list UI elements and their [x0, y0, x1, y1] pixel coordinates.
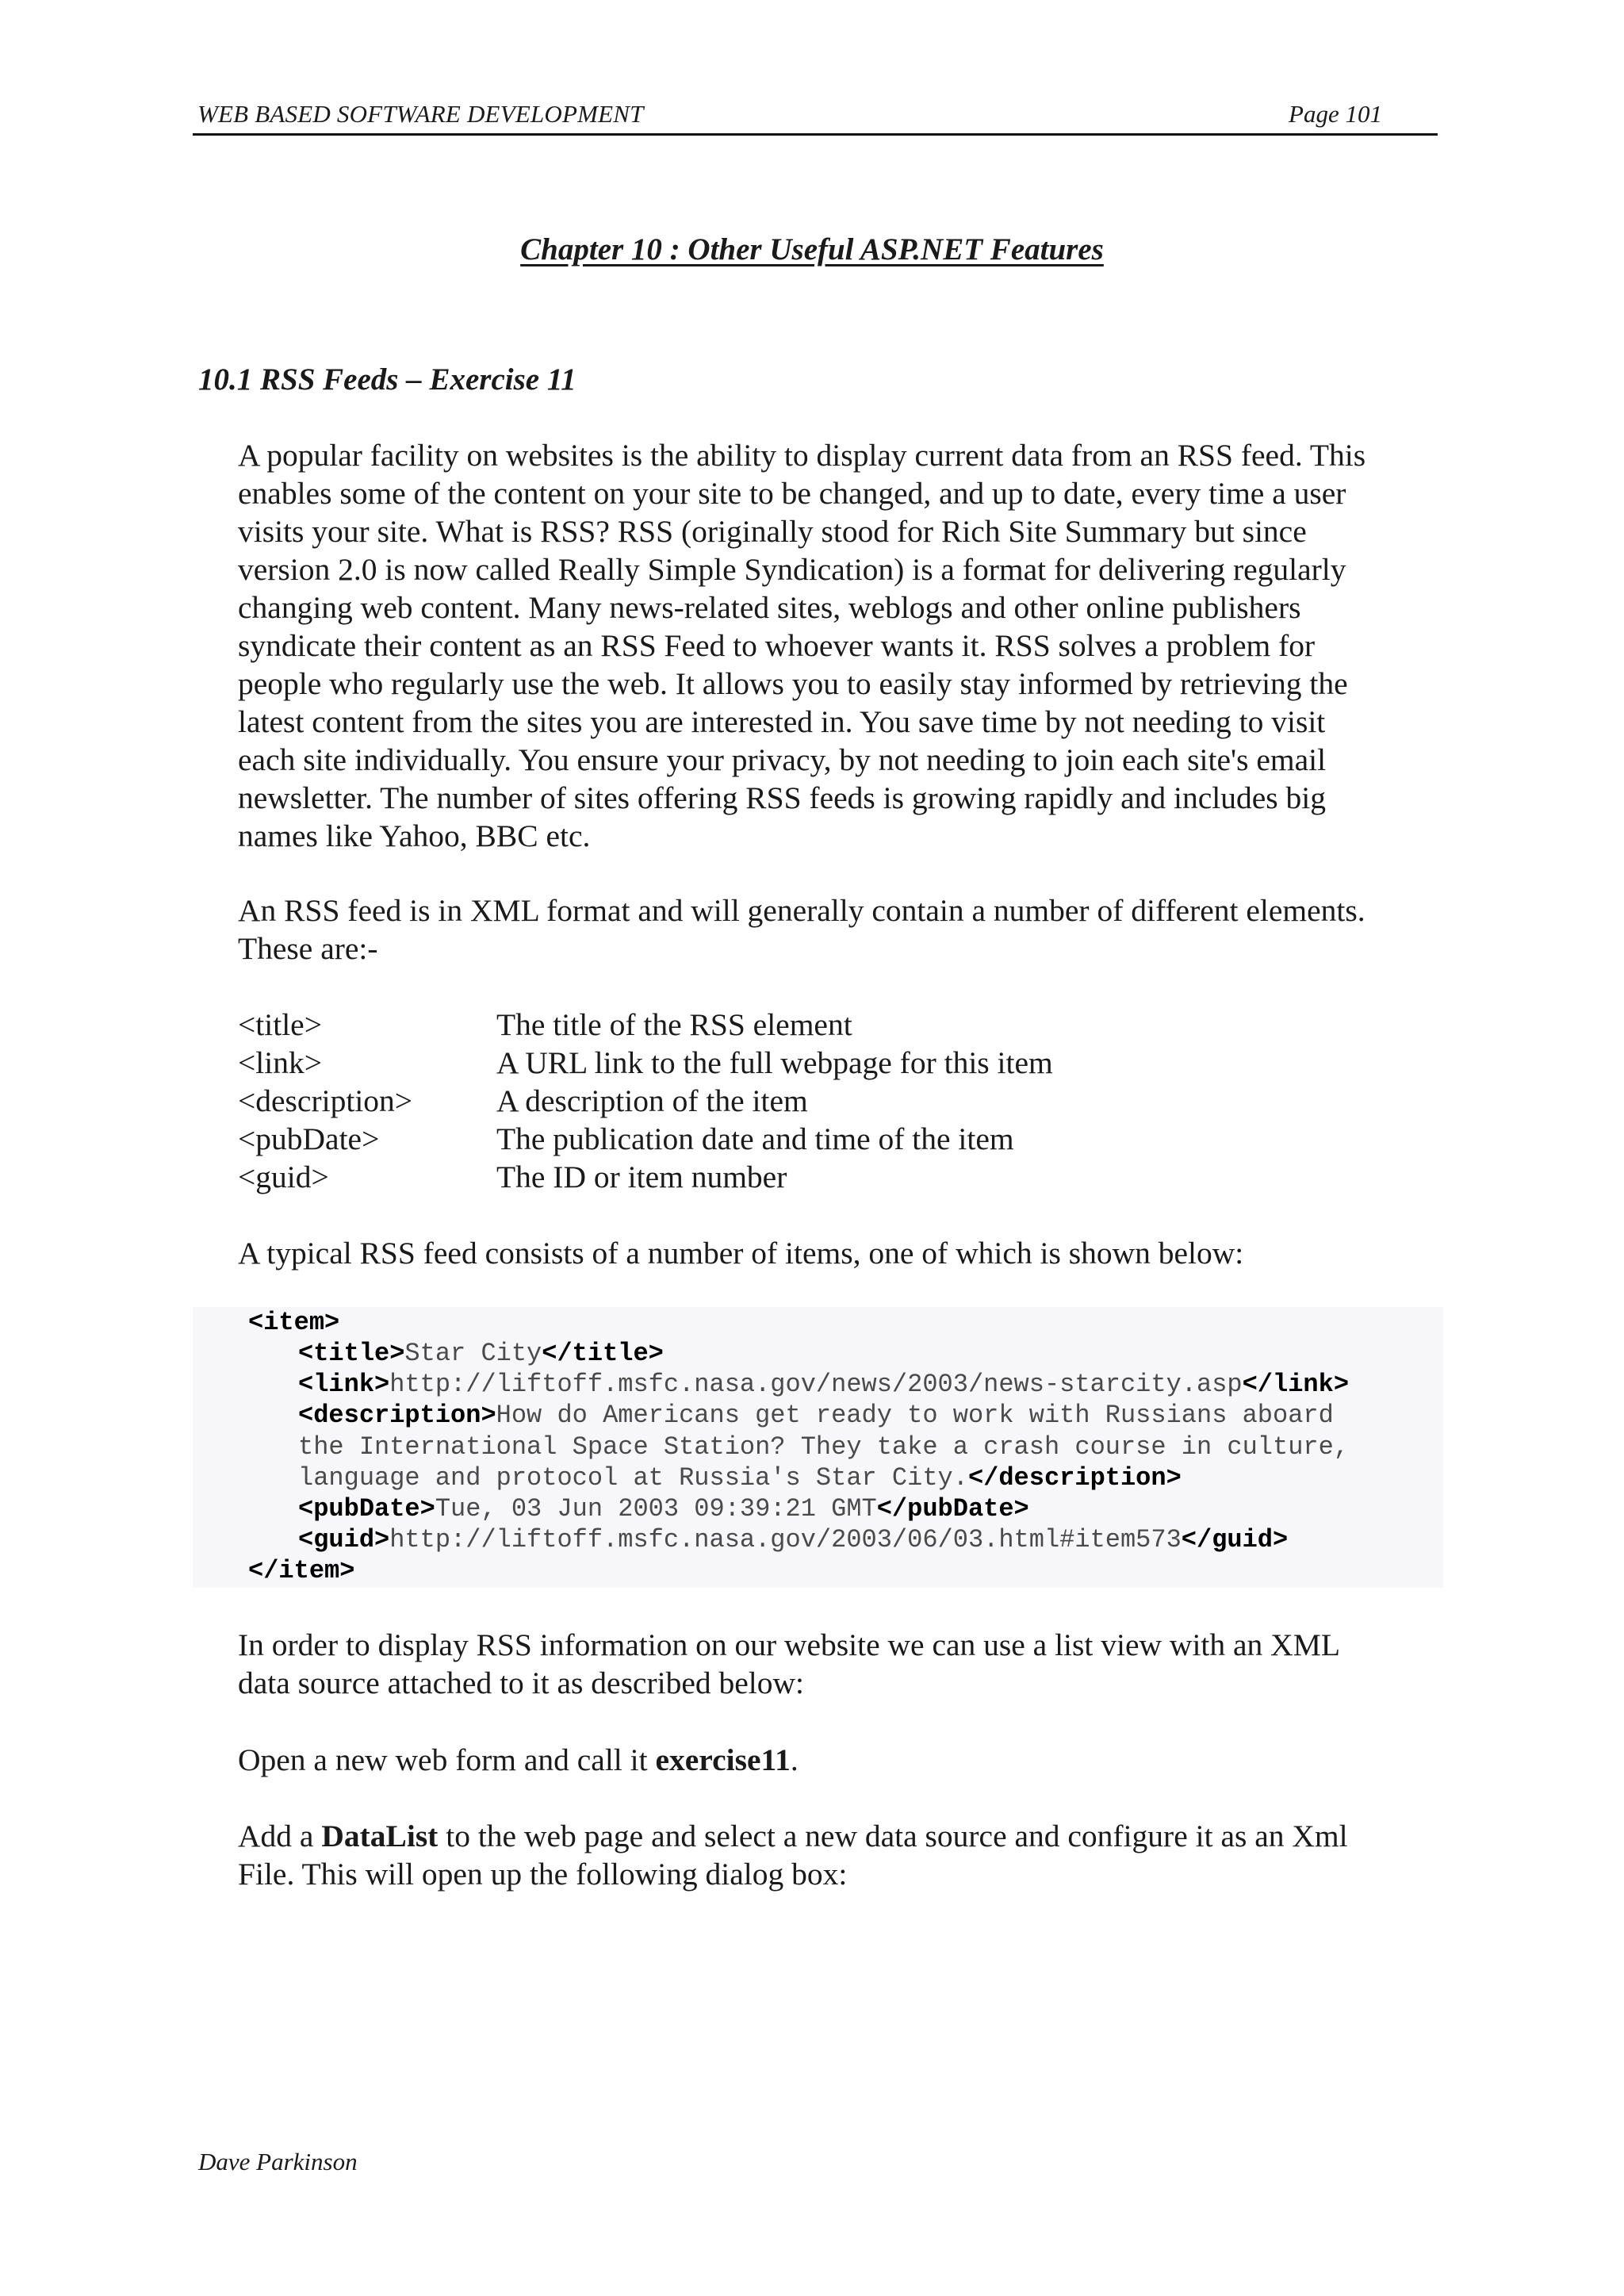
element-row — [238, 1158, 1427, 1196]
element-row — [238, 1044, 1427, 1082]
intro-line: newsletter. The number of sites offering RSS feeds is growing rapidly and includes big — [238, 780, 1327, 815]
code-value: http://liftoff.msfc.nasa.gov/2003/06/03.html#item573 — [389, 1525, 1182, 1554]
page-footer-author: Dave Parkinson — [198, 2148, 358, 2175]
code-tag: </pubDate> — [876, 1494, 1029, 1524]
intro-line: each site individually. You ensure your privacy, by not needing to join each site's email — [238, 742, 1327, 777]
intro-line: changing web content. Many news-related sites, weblogs and other online publishers — [238, 590, 1301, 625]
intro-line: version 2.0 is now called Really Simple Syndication) is a format for delivering regularly — [238, 552, 1346, 587]
add-datalist-paragraph — [238, 1817, 1443, 1893]
typical-paragraph: A typical RSS feed consists of a number of items, one of which is shown below: — [238, 1236, 1244, 1271]
element-desc: The ID or item number — [496, 1159, 787, 1194]
code-block — [193, 1307, 1443, 1588]
code-tag: <description> — [298, 1401, 496, 1430]
open-form-prefix: Open a new web form and call it — [238, 1742, 656, 1777]
intro-paragraph — [238, 436, 1443, 855]
code-value: How do Americans get ready to work with Russians aboard — [496, 1401, 1334, 1430]
intro-line: enables some of the content on your site to be changed, and up to date, every time a user — [238, 476, 1346, 511]
code-line — [248, 1555, 354, 1587]
code-tag: </item> — [248, 1556, 355, 1585]
header-title: WEB BASED SOFTWARE DEVELOPMENT — [197, 100, 644, 128]
section-title: 10.1 RSS Feeds – Exercise 11 — [198, 362, 576, 397]
order-line: In order to display RSS information on our website we can use a list view with an XML — [238, 1627, 1340, 1662]
code-value: Star City — [404, 1339, 542, 1368]
intro-line: visits your site. What is RSS? RSS (originally stood for Rich Site Summary but since — [238, 514, 1307, 549]
code-tag: </link> — [1242, 1370, 1350, 1399]
element-term: <link> — [238, 1045, 323, 1080]
intro-line: A popular facility on websites is the ability to display current data from an RSS feed. This — [238, 438, 1366, 473]
add-datalist-suffix: to the web page and select a new data source and configure it as an Xml — [438, 1819, 1348, 1853]
element-list — [238, 1006, 1427, 1196]
element-desc: The publication date and time of the item — [496, 1121, 1014, 1156]
open-form-paragraph — [238, 1741, 1443, 1779]
open-form-suffix: . — [790, 1742, 799, 1777]
intro-line: people who regularly use the web. It allows you to easily stay informed by retrieving the — [238, 666, 1348, 701]
code-tag: </description> — [967, 1463, 1182, 1493]
code-value: http://liftoff.msfc.nasa.gov/news/2003/news-starcity.asp — [389, 1370, 1243, 1399]
code-tag: <title> — [298, 1339, 405, 1368]
code-tag: <guid> — [298, 1525, 390, 1554]
add-datalist-prefix: Add a — [238, 1819, 322, 1853]
add-datalist-line — [238, 1817, 1443, 1855]
element-desc: The title of the RSS element — [496, 1007, 852, 1042]
intro-line: names like Yahoo, BBC etc. — [238, 818, 591, 853]
code-line — [298, 1493, 1029, 1525]
code-tag: </title> — [542, 1339, 664, 1368]
code-tag: <link> — [298, 1370, 390, 1399]
xml-intro-line: An RSS feed is in XML format and will generally contain a number of different elements. — [238, 893, 1365, 928]
element-term: <title> — [238, 1007, 322, 1042]
code-line — [248, 1307, 339, 1339]
code-line — [298, 1369, 1349, 1401]
element-row — [238, 1082, 1427, 1120]
code-value: Tue, 03 Jun 2003 09:39:21 GMT — [435, 1494, 877, 1524]
xml-intro-line: These are:- — [238, 931, 378, 966]
element-row — [238, 1120, 1427, 1158]
code-value: the International Space Station? They take a crash course in culture, — [298, 1432, 1350, 1462]
page-header — [193, 94, 1438, 136]
xml-intro-paragraph — [238, 891, 1443, 968]
code-line — [298, 1524, 1288, 1556]
code-line — [298, 1432, 1349, 1463]
code-tag: <item> — [248, 1308, 340, 1337]
element-term: <guid> — [238, 1159, 329, 1194]
code-line — [298, 1338, 664, 1370]
element-row — [238, 1006, 1427, 1044]
element-term: <pubDate> — [238, 1121, 380, 1156]
intro-line: syndicate their content as an RSS Feed to whoever wants it. RSS solves a problem for — [238, 628, 1316, 663]
code-line — [298, 1400, 1334, 1432]
order-line: data source attached to it as described below: — [238, 1665, 805, 1700]
element-term: <description> — [238, 1083, 413, 1118]
intro-line: latest content from the sites you are interested in. You save time by not needing to visit — [238, 704, 1326, 739]
element-desc: A URL link to the full webpage for this item — [496, 1045, 1053, 1080]
code-tag: </guid> — [1181, 1525, 1289, 1554]
datalist-name: DataList — [321, 1819, 439, 1853]
chapter-title: Chapter 10 : Other Useful ASP.NET Features — [520, 232, 1104, 266]
add-datalist-line: File. This will open up the following dialog box: — [238, 1857, 848, 1892]
header-page-number: Page 101 — [1289, 100, 1382, 128]
exercise-name: exercise11 — [655, 1742, 791, 1777]
order-paragraph — [238, 1626, 1443, 1702]
code-line — [298, 1462, 1182, 1494]
code-value: language and protocol at Russia's Star City. — [298, 1463, 968, 1493]
element-desc: A description of the item — [496, 1083, 808, 1118]
code-tag: <pubDate> — [298, 1494, 435, 1524]
